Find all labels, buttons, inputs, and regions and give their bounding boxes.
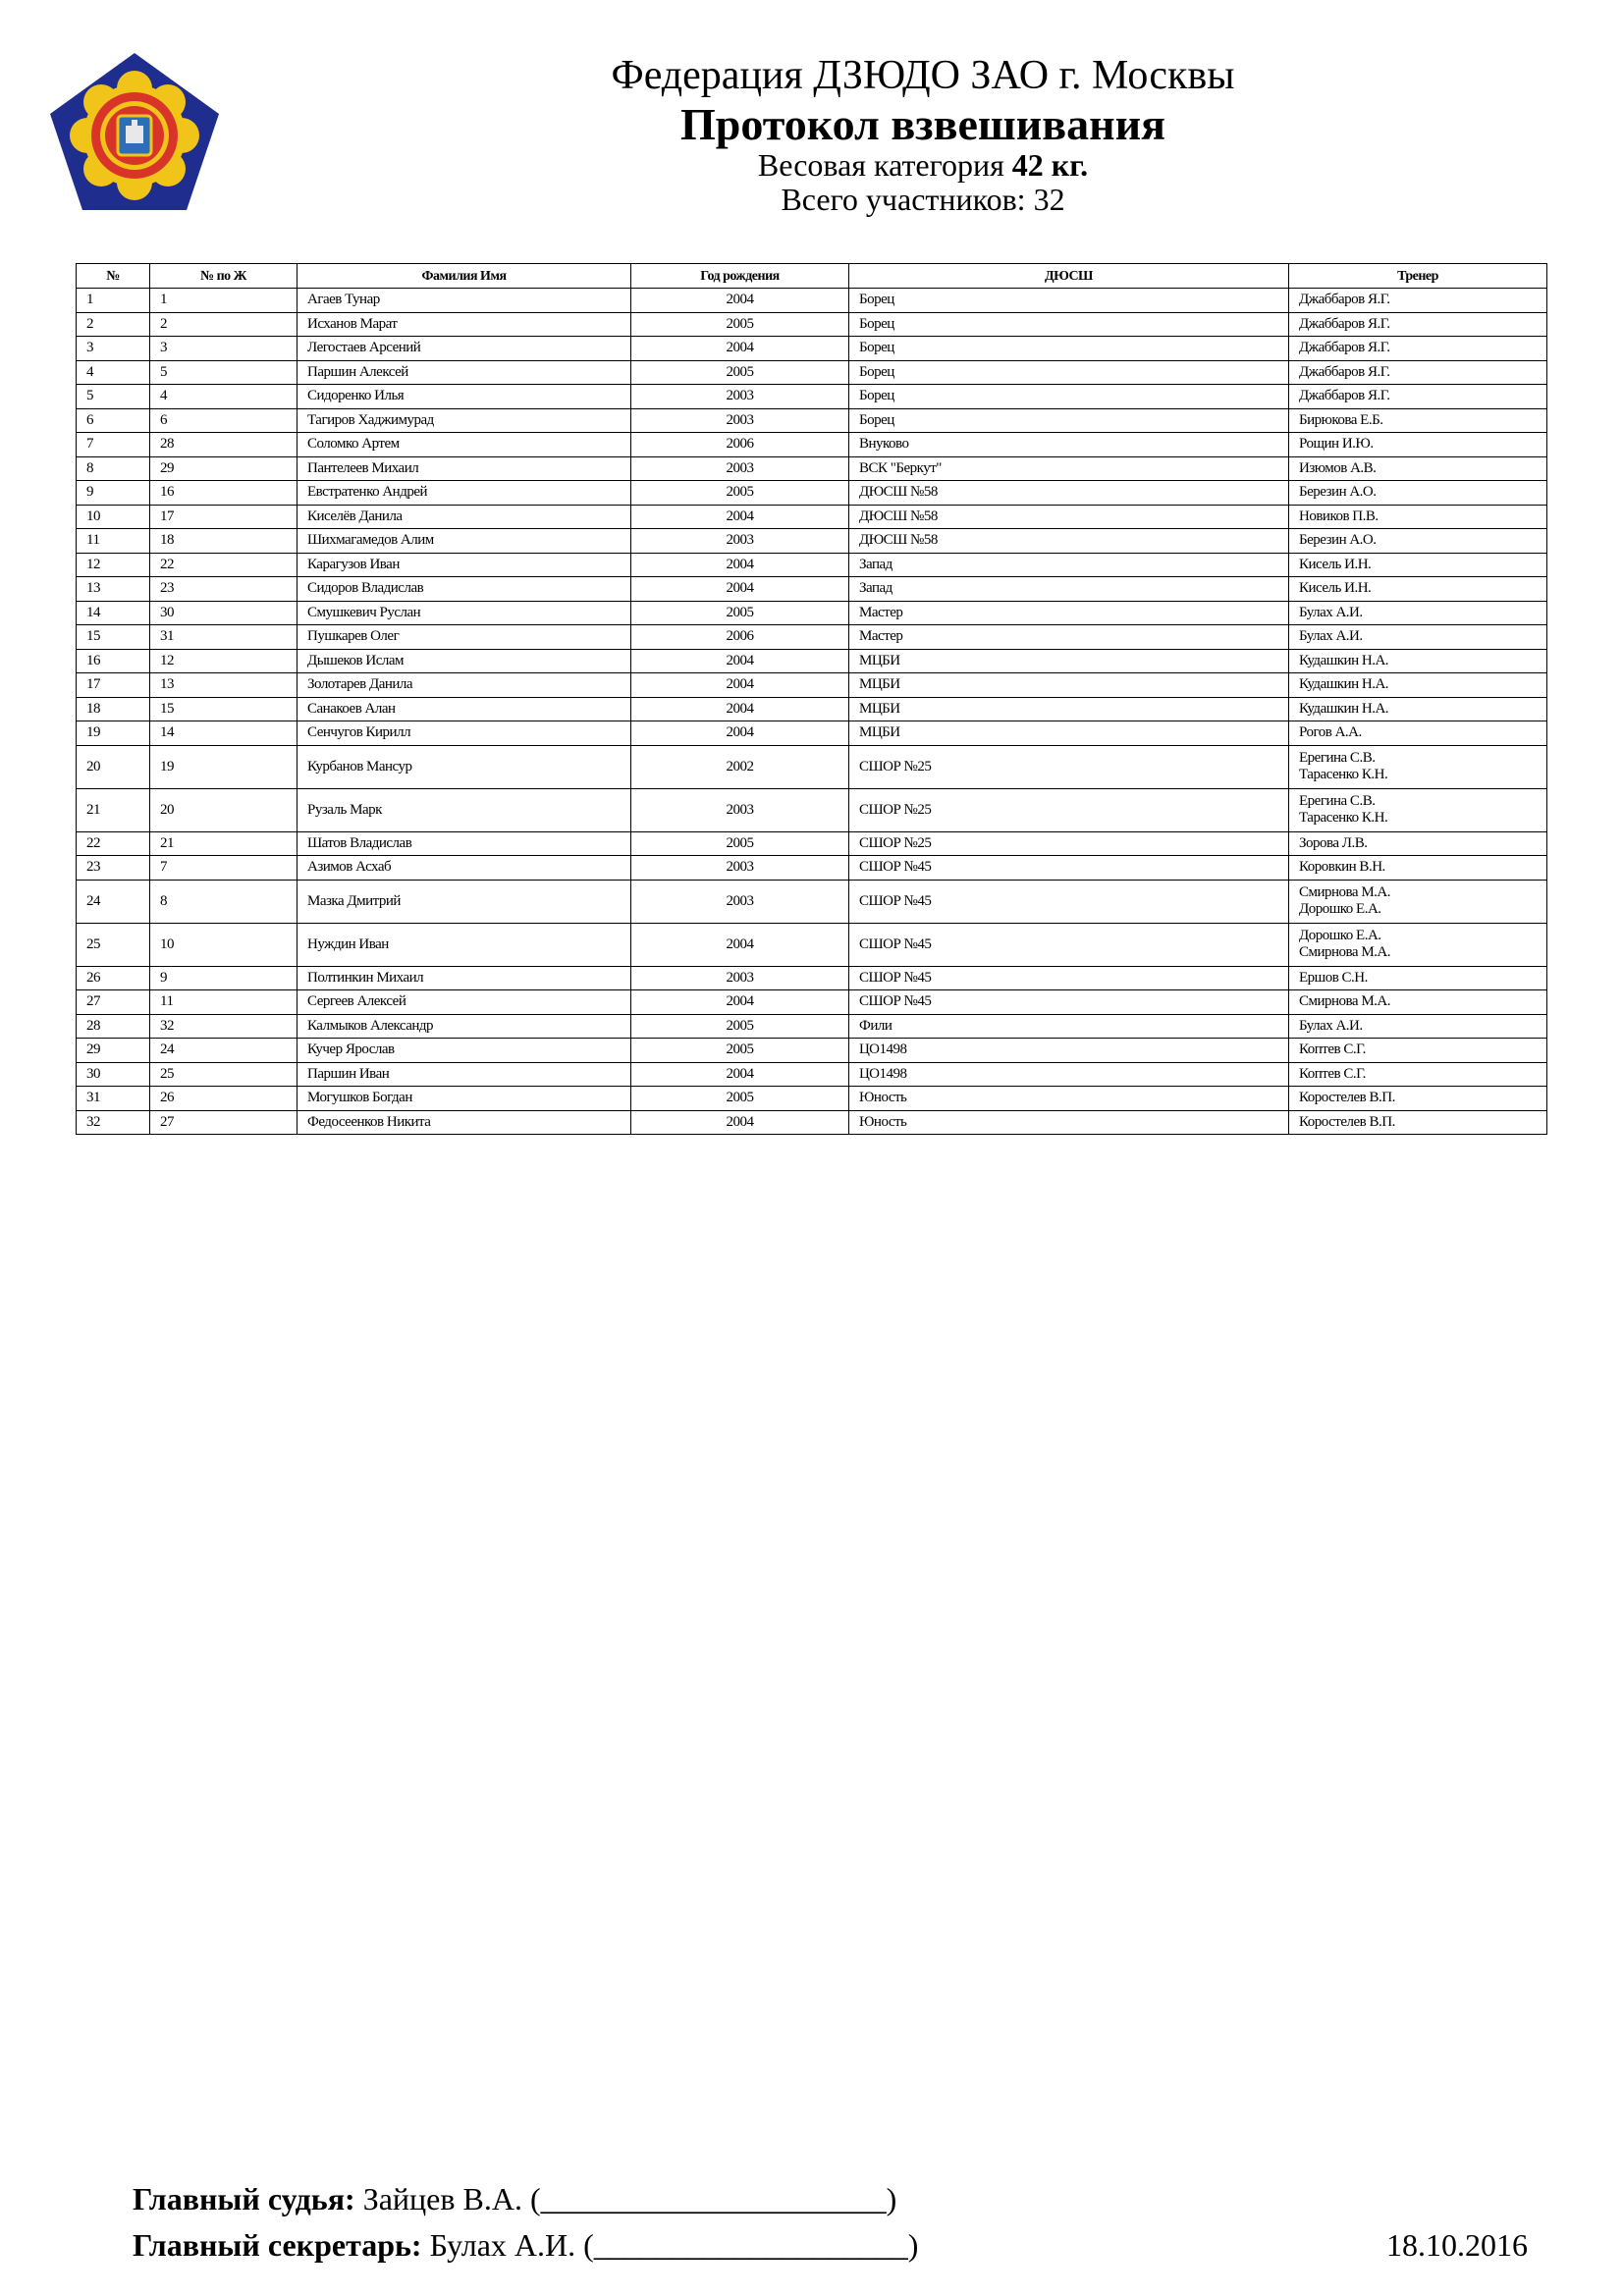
- birth-year-cell: 2004: [631, 1062, 849, 1087]
- row-number-cell: 9: [77, 481, 150, 506]
- name-cell: Азимов Асхаб: [298, 856, 631, 881]
- school-cell: ЦО1498: [849, 1039, 1289, 1063]
- table-row: [77, 673, 1547, 698]
- coach-cell: Смирнова М.А.: [1289, 990, 1547, 1015]
- school-cell: СШОР №45: [849, 923, 1289, 966]
- row-number-cell: 10: [77, 505, 150, 529]
- weighing-table: [76, 263, 1547, 1135]
- coach-cell: Изюмов А.В.: [1289, 456, 1547, 481]
- table-row: [77, 433, 1547, 457]
- table-row: [77, 856, 1547, 881]
- table-row: [77, 1062, 1547, 1087]
- table-row: [77, 337, 1547, 361]
- draw-number-cell: 5: [150, 360, 298, 385]
- row-number-cell: 28: [77, 1014, 150, 1039]
- row-number-cell: 17: [77, 673, 150, 698]
- coach-cell: Коптев С.Г.: [1289, 1062, 1547, 1087]
- table-row: [77, 289, 1547, 313]
- birth-year-cell: 2004: [631, 337, 849, 361]
- school-cell: Борец: [849, 385, 1289, 409]
- row-number-cell: 21: [77, 788, 150, 831]
- name-cell: Дышеков Ислам: [298, 649, 631, 673]
- row-number-cell: 23: [77, 856, 150, 881]
- coach-name-line: Дорошко Е.А.: [1299, 928, 1381, 943]
- row-number-cell: 30: [77, 1062, 150, 1087]
- coach-name-line: Смирнова М.А.: [1299, 944, 1391, 960]
- row-number-cell: 12: [77, 553, 150, 577]
- draw-number-cell: 16: [150, 481, 298, 506]
- name-cell: Сидоров Владислав: [298, 577, 631, 602]
- birth-year-cell: 2004: [631, 721, 849, 746]
- draw-number-cell: 24: [150, 1039, 298, 1063]
- coach-cell: Коровкин В.Н.: [1289, 856, 1547, 881]
- school-cell: ДЮСШ №58: [849, 505, 1289, 529]
- table-row: [77, 880, 1547, 923]
- chief-secretary-label: Главный секретарь:: [133, 2227, 422, 2263]
- chief-secretary-line: [133, 2226, 918, 2264]
- coach-cell: Булах А.И.: [1289, 1014, 1547, 1039]
- row-number-cell: 1: [77, 289, 150, 313]
- table-row: [77, 553, 1547, 577]
- school-cell: СШОР №45: [849, 990, 1289, 1015]
- school-cell: СШОР №25: [849, 831, 1289, 856]
- coach-cell: Кисель И.Н.: [1289, 577, 1547, 602]
- table-header-row: [77, 264, 1547, 289]
- table-row: [77, 625, 1547, 650]
- draw-number-cell: 29: [150, 456, 298, 481]
- draw-number-cell: 22: [150, 553, 298, 577]
- name-cell: Курбанов Мансур: [298, 745, 631, 788]
- draw-number-cell: 25: [150, 1062, 298, 1087]
- draw-number-cell: 1: [150, 289, 298, 313]
- birth-year-cell: 2004: [631, 553, 849, 577]
- birth-year-cell: 2003: [631, 966, 849, 990]
- row-number-cell: 26: [77, 966, 150, 990]
- birth-year-cell: 2003: [631, 385, 849, 409]
- birth-year-cell: 2005: [631, 312, 849, 337]
- name-cell: Федосеенков Никита: [298, 1110, 631, 1135]
- coach-cell: Джаббаров Я.Г.: [1289, 360, 1547, 385]
- draw-number-cell: 11: [150, 990, 298, 1015]
- row-number-cell: 32: [77, 1110, 150, 1135]
- name-cell: Санакоев Алан: [298, 697, 631, 721]
- coach-cell: [1289, 745, 1547, 788]
- birth-year-cell: 2006: [631, 625, 849, 650]
- column-header: ДЮСШ: [849, 264, 1289, 289]
- school-cell: СШОР №25: [849, 788, 1289, 831]
- coach-cell: Коростелев В.П.: [1289, 1110, 1547, 1135]
- school-cell: МЦБИ: [849, 649, 1289, 673]
- row-number-cell: 29: [77, 1039, 150, 1063]
- name-cell: Карагузов Иван: [298, 553, 631, 577]
- table-row: [77, 577, 1547, 602]
- row-number-cell: 25: [77, 923, 150, 966]
- row-number-cell: 22: [77, 831, 150, 856]
- coach-cell: Кисель И.Н.: [1289, 553, 1547, 577]
- name-cell: Пантелеев Михаил: [298, 456, 631, 481]
- draw-number-cell: 3: [150, 337, 298, 361]
- birth-year-cell: 2004: [631, 697, 849, 721]
- name-cell: Паршин Алексей: [298, 360, 631, 385]
- school-cell: СШОР №45: [849, 880, 1289, 923]
- name-cell: Нуждин Иван: [298, 923, 631, 966]
- name-cell: Шихмагамедов Алим: [298, 529, 631, 554]
- row-number-cell: 31: [77, 1087, 150, 1111]
- draw-number-cell: 14: [150, 721, 298, 746]
- coach-cell: Джаббаров Я.Г.: [1289, 289, 1547, 313]
- birth-year-cell: 2003: [631, 529, 849, 554]
- name-cell: Полтинкин Михаил: [298, 966, 631, 990]
- name-cell: Агаев Тунар: [298, 289, 631, 313]
- coach-cell: Джаббаров Я.Г.: [1289, 385, 1547, 409]
- row-number-cell: 11: [77, 529, 150, 554]
- name-cell: Легостаев Арсений: [298, 337, 631, 361]
- birth-year-cell: 2004: [631, 990, 849, 1015]
- birth-year-cell: 2004: [631, 289, 849, 313]
- name-cell: Шатов Владислав: [298, 831, 631, 856]
- table-row: [77, 1039, 1547, 1063]
- table-row: [77, 721, 1547, 746]
- row-number-cell: 15: [77, 625, 150, 650]
- column-header: Год рождения: [631, 264, 849, 289]
- name-cell: Золотарев Данила: [298, 673, 631, 698]
- school-cell: Юность: [849, 1110, 1289, 1135]
- table-row: [77, 923, 1547, 966]
- school-cell: Фили: [849, 1014, 1289, 1039]
- row-number-cell: 18: [77, 697, 150, 721]
- participants-count: Всего участников: 32: [781, 182, 1065, 217]
- table-row: [77, 408, 1547, 433]
- draw-number-cell: 27: [150, 1110, 298, 1135]
- name-cell: Евстратенко Андрей: [298, 481, 631, 506]
- coach-name-line: Ерегина С.В.: [1299, 750, 1376, 766]
- school-cell: Мастер: [849, 625, 1289, 650]
- draw-number-cell: 9: [150, 966, 298, 990]
- name-cell: Калмыков Александр: [298, 1014, 631, 1039]
- birth-year-cell: 2006: [631, 433, 849, 457]
- table-row: [77, 649, 1547, 673]
- chief-judge-line: [133, 2180, 896, 2217]
- weight-category: [334, 147, 1512, 183]
- table-row: [77, 697, 1547, 721]
- school-cell: Борец: [849, 360, 1289, 385]
- coach-cell: Рощин И.Ю.: [1289, 433, 1547, 457]
- row-number-cell: 14: [77, 601, 150, 625]
- table-row: [77, 601, 1547, 625]
- column-header: Тренер: [1289, 264, 1547, 289]
- table-row: [77, 456, 1547, 481]
- birth-year-cell: 2005: [631, 1039, 849, 1063]
- coach-cell: Коптев С.Г.: [1289, 1039, 1547, 1063]
- birth-year-cell: 2003: [631, 456, 849, 481]
- name-cell: Тагиров Хаджимурад: [298, 408, 631, 433]
- birth-year-cell: 2004: [631, 505, 849, 529]
- draw-number-cell: 21: [150, 831, 298, 856]
- draw-number-cell: 8: [150, 880, 298, 923]
- name-cell: Исханов Марат: [298, 312, 631, 337]
- draw-number-cell: 18: [150, 529, 298, 554]
- coach-name-line: Смирнова М.А.: [1299, 884, 1391, 900]
- row-number-cell: 16: [77, 649, 150, 673]
- draw-number-cell: 26: [150, 1087, 298, 1111]
- coach-cell: Джаббаров Я.Г.: [1289, 312, 1547, 337]
- row-number-cell: 4: [77, 360, 150, 385]
- coach-cell: Ершов С.Н.: [1289, 966, 1547, 990]
- coach-cell: [1289, 880, 1547, 923]
- coach-cell: Кудашкин Н.А.: [1289, 697, 1547, 721]
- row-number-cell: 2: [77, 312, 150, 337]
- name-cell: Рузаль Марк: [298, 788, 631, 831]
- table-row: [77, 966, 1547, 990]
- draw-number-cell: 6: [150, 408, 298, 433]
- school-cell: МЦБИ: [849, 673, 1289, 698]
- coach-cell: [1289, 788, 1547, 831]
- coach-cell: Березин А.О.: [1289, 481, 1547, 506]
- draw-number-cell: 30: [150, 601, 298, 625]
- table-row: [77, 1110, 1547, 1135]
- school-cell: Борец: [849, 312, 1289, 337]
- column-header: №: [77, 264, 150, 289]
- table-row: [77, 505, 1547, 529]
- draw-number-cell: 7: [150, 856, 298, 881]
- draw-number-cell: 10: [150, 923, 298, 966]
- birth-year-cell: 2004: [631, 1110, 849, 1135]
- table-row: [77, 360, 1547, 385]
- coach-cell: [1289, 923, 1547, 966]
- table-row: [77, 312, 1547, 337]
- row-number-cell: 8: [77, 456, 150, 481]
- table-row: [77, 481, 1547, 506]
- draw-number-cell: 4: [150, 385, 298, 409]
- coach-name-line: Тарасенко К.Н.: [1299, 810, 1388, 826]
- birth-year-cell: 2004: [631, 673, 849, 698]
- federation-name: Федерация ДЗЮДО ЗАО г. Москвы: [611, 53, 1235, 98]
- draw-number-cell: 20: [150, 788, 298, 831]
- document-date: 18.10.2016: [1386, 2227, 1528, 2263]
- coach-cell: Джаббаров Я.Г.: [1289, 337, 1547, 361]
- school-cell: ВСК "Беркут": [849, 456, 1289, 481]
- name-cell: Кучер Ярослав: [298, 1039, 631, 1063]
- row-number-cell: 20: [77, 745, 150, 788]
- school-cell: МЦБИ: [849, 721, 1289, 746]
- school-cell: Борец: [849, 337, 1289, 361]
- name-cell: Мазка Дмитрий: [298, 880, 631, 923]
- table-row: [77, 788, 1547, 831]
- school-cell: Запад: [849, 577, 1289, 602]
- name-cell: Сидоренко Илья: [298, 385, 631, 409]
- birth-year-cell: 2003: [631, 880, 849, 923]
- school-cell: Борец: [849, 408, 1289, 433]
- school-cell: Юность: [849, 1087, 1289, 1111]
- name-cell: Соломко Артем: [298, 433, 631, 457]
- draw-number-cell: 2: [150, 312, 298, 337]
- draw-number-cell: 31: [150, 625, 298, 650]
- table-row: [77, 529, 1547, 554]
- birth-year-cell: 2005: [631, 1087, 849, 1111]
- birth-year-cell: 2004: [631, 577, 849, 602]
- coach-cell: Бирюкова Е.Б.: [1289, 408, 1547, 433]
- chief-secretary-value: Булах А.И. (____________________): [429, 2227, 919, 2263]
- birth-year-cell: 2005: [631, 1014, 849, 1039]
- name-cell: Пушкарев Олег: [298, 625, 631, 650]
- table-row: [77, 831, 1547, 856]
- birth-year-cell: 2004: [631, 649, 849, 673]
- name-cell: Паршин Иван: [298, 1062, 631, 1087]
- name-cell: Смушкевич Руслан: [298, 601, 631, 625]
- row-number-cell: 7: [77, 433, 150, 457]
- name-cell: Киселёв Данила: [298, 505, 631, 529]
- school-cell: СШОР №25: [849, 745, 1289, 788]
- table-row: [77, 1014, 1547, 1039]
- draw-number-cell: 28: [150, 433, 298, 457]
- draw-number-cell: 17: [150, 505, 298, 529]
- school-cell: ДЮСШ №58: [849, 481, 1289, 506]
- weight-category-label: Весовая категория: [757, 147, 1004, 183]
- school-cell: ДЮСШ №58: [849, 529, 1289, 554]
- coach-name-line: Дорошко Е.А.: [1299, 901, 1381, 917]
- coach-cell: Булах А.И.: [1289, 625, 1547, 650]
- federation-emblem-icon: [47, 51, 222, 212]
- school-cell: Борец: [849, 289, 1289, 313]
- school-cell: МЦБИ: [849, 697, 1289, 721]
- coach-cell: Кудашкин Н.А.: [1289, 673, 1547, 698]
- row-number-cell: 24: [77, 880, 150, 923]
- school-cell: СШОР №45: [849, 856, 1289, 881]
- table-row: [77, 745, 1547, 788]
- chief-judge-label: Главный судья:: [133, 2181, 355, 2216]
- coach-cell: Березин А.О.: [1289, 529, 1547, 554]
- school-cell: Мастер: [849, 601, 1289, 625]
- coach-name-line: Тарасенко К.Н.: [1299, 767, 1388, 782]
- row-number-cell: 3: [77, 337, 150, 361]
- birth-year-cell: 2005: [631, 831, 849, 856]
- school-cell: ЦО1498: [849, 1062, 1289, 1087]
- draw-number-cell: 13: [150, 673, 298, 698]
- draw-number-cell: 15: [150, 697, 298, 721]
- row-number-cell: 19: [77, 721, 150, 746]
- birth-year-cell: 2005: [631, 481, 849, 506]
- draw-number-cell: 23: [150, 577, 298, 602]
- column-header: № по Ж: [150, 264, 298, 289]
- row-number-cell: 6: [77, 408, 150, 433]
- birth-year-cell: 2005: [631, 360, 849, 385]
- chief-judge-value: Зайцев В.А. (______________________): [362, 2181, 897, 2216]
- name-cell: Сергеев Алексей: [298, 990, 631, 1015]
- birth-year-cell: 2004: [631, 923, 849, 966]
- birth-year-cell: 2002: [631, 745, 849, 788]
- birth-year-cell: 2003: [631, 788, 849, 831]
- table-row: [77, 1087, 1547, 1111]
- coach-cell: Рогов А.А.: [1289, 721, 1547, 746]
- table-row: [77, 385, 1547, 409]
- coach-cell: Зорова Л.В.: [1289, 831, 1547, 856]
- birth-year-cell: 2005: [631, 601, 849, 625]
- row-number-cell: 27: [77, 990, 150, 1015]
- school-cell: Внуково: [849, 433, 1289, 457]
- draw-number-cell: 32: [150, 1014, 298, 1039]
- school-cell: СШОР №45: [849, 966, 1289, 990]
- column-header: Фамилия Имя: [298, 264, 631, 289]
- coach-cell: Коростелев В.П.: [1289, 1087, 1547, 1111]
- row-number-cell: 5: [77, 385, 150, 409]
- table-row: [77, 990, 1547, 1015]
- name-cell: Могушков Богдан: [298, 1087, 631, 1111]
- weight-category-value: 42 кг.: [1011, 147, 1089, 183]
- coach-cell: Булах А.И.: [1289, 601, 1547, 625]
- row-number-cell: 13: [77, 577, 150, 602]
- birth-year-cell: 2003: [631, 408, 849, 433]
- coach-name-line: Ерегина С.В.: [1299, 793, 1376, 809]
- draw-number-cell: 12: [150, 649, 298, 673]
- draw-number-cell: 19: [150, 745, 298, 788]
- birth-year-cell: 2003: [631, 856, 849, 881]
- document-title: Протокол взвешивания: [679, 99, 1165, 149]
- name-cell: Сенчугов Кирилл: [298, 721, 631, 746]
- coach-cell: Кудашкин Н.А.: [1289, 649, 1547, 673]
- school-cell: Запад: [849, 553, 1289, 577]
- coach-cell: Новиков П.В.: [1289, 505, 1547, 529]
